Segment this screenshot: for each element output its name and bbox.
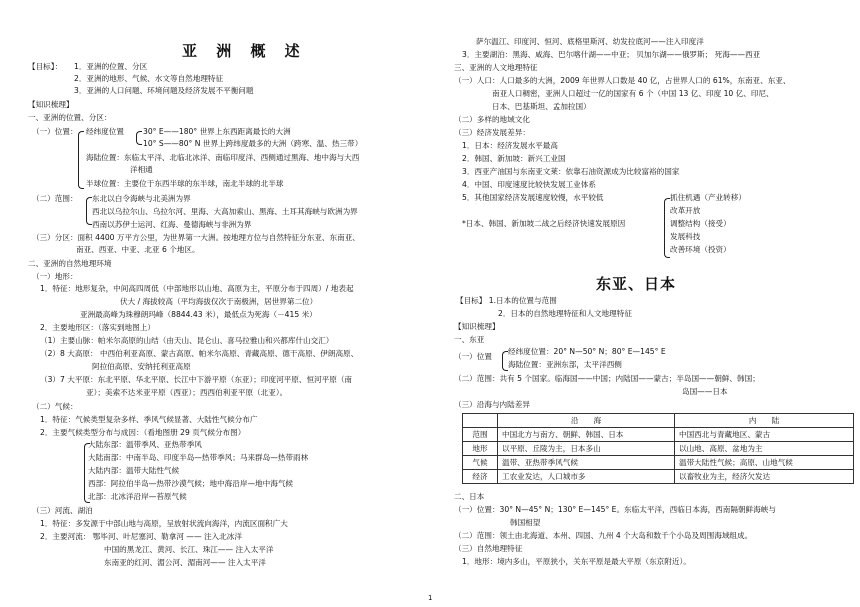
text-line: 2．日本的自然地理特征和人文地理特征: [498, 309, 632, 318]
text-line: 亚）；美索不达米亚平原（西亚）；西西伯利亚平原（北亚）。: [86, 388, 288, 397]
text-line: 海陆位置：亚洲东部，太平洋西侧: [508, 360, 622, 369]
table-header-row: [463, 414, 854, 428]
table-cell: 温带大陆性气候；高原、山地气候: [675, 456, 854, 470]
page-number: 1: [428, 594, 433, 602]
text-line: 2．主要气候类型分布与成因：（看地图册 29 页气候分布图）: [40, 428, 246, 437]
text-line: 中国的黑龙江、黄河、长江、珠江—— 注入太平洋: [104, 545, 274, 554]
text-line: 3．主要湖泊：黑海、咸海、巴尔喀什湖——中亚； 贝加尔湖——俄罗斯； 死海——西亚: [462, 50, 761, 59]
text-line: 南亚、西亚、中亚、北亚 6 个地区。: [76, 245, 200, 254]
text-line: （一）位置: [454, 352, 492, 361]
table-row-label: 气候: [463, 456, 498, 470]
text-line: 韩国相望: [510, 518, 541, 527]
text-line: 5．其他国家经济发展速度较慢，水平较低: [462, 193, 604, 202]
text-line: 南亚人口稠密，亚洲人口超过一亿的国家有 6 个（中国 13 亿、印度 10 亿、印尼、: [492, 89, 774, 98]
text-line: 经纬度位置：20° N—50° N；80° E—145° E: [508, 347, 666, 356]
text-line: 1．日本：经济发展水平最高: [462, 141, 558, 150]
brace-bracket: [136, 131, 142, 145]
section-heading: 二、亚洲的自然地理环境: [28, 259, 112, 268]
text-line: 伏大 / 海拔较高（平均海拔仅次于南极洲，居世界第二位）: [120, 297, 318, 306]
text-line: 2．主要地形区：（落实到地图上）: [40, 323, 155, 332]
text-line: （一）地形：: [32, 272, 78, 281]
text-line: （三）自然地理特征: [454, 544, 523, 553]
text-line: （三）河流、湖泊: [32, 506, 93, 515]
text-line: 西部：阿拉伯半岛—热带沙漠气候；地中海沿岸—地中海气候: [88, 479, 294, 488]
section-heading: 【知识梳理】: [28, 100, 74, 109]
text-line: 30° E——180° 世界上东西距离最长的大洲: [143, 127, 291, 136]
text-line: 发展科技: [670, 232, 701, 241]
text-line: 西北以乌拉尔山、乌拉尔河、里海、大高加索山、黑海、土耳其海峡与欧洲为界: [92, 207, 358, 216]
text-line: 阿拉伯高原、安纳托利亚高原: [92, 362, 191, 371]
text-line: 大陆内部：温带大陆性气候: [88, 466, 180, 475]
text-line: 日本、巴基斯坦、孟加拉国）: [492, 102, 591, 111]
text-line: 经纬度位置: [86, 127, 124, 136]
coastal-inland-table: [462, 413, 854, 484]
text-line: 10° S——80° N 世界上跨纬度最多的大洲（跨寒、温、热三带）: [143, 139, 363, 148]
text-line: 2．主要河流： 鄂毕河、叶尼塞河、勒拿河 —— 注入北冰洋: [40, 532, 242, 541]
text-line: （2）8 大高原： 中西伯利亚高原、蒙古高原、帕米尔高原、青藏高原、德干高原、伊朗高原、: [40, 349, 359, 358]
table-row-label: 经济: [463, 470, 498, 484]
table-header-cell: 沿 海: [498, 414, 675, 428]
text-line: 【知识梳理】: [454, 322, 500, 331]
table-cell: 中国西北与青藏地区、蒙古: [675, 428, 854, 442]
section-heading: 一、亚洲的位置、分区：: [28, 113, 112, 122]
section-heading: 二、日本: [454, 492, 485, 501]
text-line: 岛国——日本: [682, 387, 728, 396]
text-line: 萨尔温江、印度河、恒河、底格里斯河、幼发拉底河——注入印度洋: [476, 37, 704, 46]
section-heading: 一、东亚: [454, 335, 485, 344]
text-line: 改革开放: [670, 206, 701, 215]
table-row: [463, 428, 854, 442]
text-line: （1）主要山脉：帕米尔高原的山结（由天山、昆仑山、喜马拉雅山和兴都库什山交汇）: [40, 336, 334, 345]
text-line: 半球位置：主要位于东西半球的东半球，南北半球的北半球: [86, 179, 284, 188]
text-line: （二）范围：共有 5 个国家。临海国——中国；内陆国——蒙古；半岛国——朝鲜、韩国；: [454, 374, 760, 383]
text-line: 西南以苏伊士运河、红海、曼德海峡与非洲为界: [92, 220, 252, 229]
table-header-cell: 内 陆: [675, 414, 854, 428]
text-line: （二）范围：领土由北海道、本州、四国、九州 4 个大岛和数千个小岛及周围海域组成。: [454, 531, 753, 540]
table-row: [463, 456, 854, 470]
text-line: 大陆东部：温带季风、亚热带季风: [88, 440, 202, 449]
text-line: 调整结构（接受）: [670, 219, 731, 228]
table-row-label: 范围: [463, 428, 498, 442]
table-cell: 温带、亚热带季风气候: [498, 456, 675, 470]
text-line: 2．韩国、新加坡：新兴工业国: [462, 154, 566, 163]
text-line: 改善环境（投资）: [670, 245, 731, 254]
text-line: （三）沿海与内陆差异: [454, 400, 530, 409]
table-row-label: 地形: [463, 442, 498, 456]
text-line: 大陆南部：中南半岛、印度半岛—热带季风；马来群岛—热带雨林: [88, 453, 309, 462]
text-line: （一）人口：人口最多的大洲，2009 年世界人口数是 40 亿，占世界人口的 61%，东南亚、东亚、: [454, 76, 791, 85]
table-cell: 工农业发达，人口城市多: [498, 470, 675, 484]
text-line: 北部：北冰洋沿岸—苔原气候: [88, 492, 187, 501]
table-cell: 以山地、高原、盆地为主: [675, 442, 854, 456]
text-line: *日本、韩国、新加坡二战之后经济快速发展原因: [462, 219, 626, 228]
text-line: （二）多样的地域文化: [454, 115, 530, 124]
text-line: 1．特征：地形复杂，中间高四周低（中部地形以山地、高原为主，平原分布于四周）/ 地表起: [40, 284, 354, 293]
text-line: （二）范围：: [32, 194, 78, 203]
text-line: 洋相通: [130, 165, 153, 174]
goal-item: 1．亚洲的位置、分区: [74, 62, 148, 71]
text-line: 东南亚的红河、湄公河、湄南河—— 注入太平洋: [104, 558, 266, 567]
goal-item: 3．亚洲的人口问题、环境问题及经济发展不平衡问题: [74, 86, 254, 95]
text-line: 1．地形：境内多山，平原狭小，关东平原是最大平原（东京附近）。: [462, 557, 691, 566]
text-line: 4．中国、印度速度比较快发展工业体系: [462, 180, 596, 189]
table-cell: 中国北方与南方、朝鲜、韩国、日本: [498, 428, 675, 442]
text-line: 亚洲最高峰为珠穆朗玛峰（8844.43 米），最低点为死海（－415 米）: [80, 310, 317, 319]
text-line: 3．西亚产油国与东南亚文莱：依靠石油资源成为比较富裕的国家: [462, 167, 680, 176]
section-heading: 三、亚洲的人文地理特征: [454, 63, 538, 72]
text-line: （三）经济发展差异：: [454, 128, 530, 137]
text-line: （二）气候：: [32, 402, 78, 411]
text-line: 海陆位置：东临太平洋、北临北冰洋、南临印度洋、西侧通过黑海、地中海与大西: [86, 153, 360, 162]
text-line: 【目标】 1.日本的位置与范围: [456, 296, 557, 305]
text-line: （3）7 大平原：东北平原、华北平原、长江中下游平原（东亚）；印度河平原、恒河平原（南: [40, 375, 353, 384]
text-line: 1．特征：气候类型复杂多样、季风气候显著、大陆性气候分布广: [40, 415, 258, 424]
section-title-east-asia: 东亚、日本: [596, 275, 677, 293]
text-line: （一）位置：30° N—45° N；130° E—145° E。东临太平洋，西临日本海，西南隔朝鲜海峡与: [454, 505, 776, 514]
table-row: [463, 442, 854, 456]
text-line: 抓住机遇（产业转移）: [670, 193, 746, 202]
text-line: 1．特征：多发源于中部山地与高原，呈放射状流向海洋，内流区面积广大: [40, 519, 288, 528]
page-title-asia: 亚 洲 概 述: [182, 42, 307, 60]
table-header-cell: [463, 414, 498, 428]
text-line: （三）分区：面积 4400 万平方公里，为世界第一大洲。按地理方位与自然特征分东亚、东南亚、: [32, 233, 360, 242]
goal-label: 【目标】：: [28, 62, 63, 71]
brace-bracket: [78, 131, 84, 189]
table-row: [463, 470, 854, 484]
table-cell: 以畜牧业为主，经济欠发达: [675, 470, 854, 484]
text-line: （一）位置：: [32, 127, 78, 136]
goal-item: 2．亚洲的地形、气候、水文等自然地理特征: [74, 74, 224, 83]
table-cell: 以平原、丘陵为主，日本多山: [498, 442, 675, 456]
text-line: 东北以白令海峡与北美洲为界: [92, 194, 191, 203]
